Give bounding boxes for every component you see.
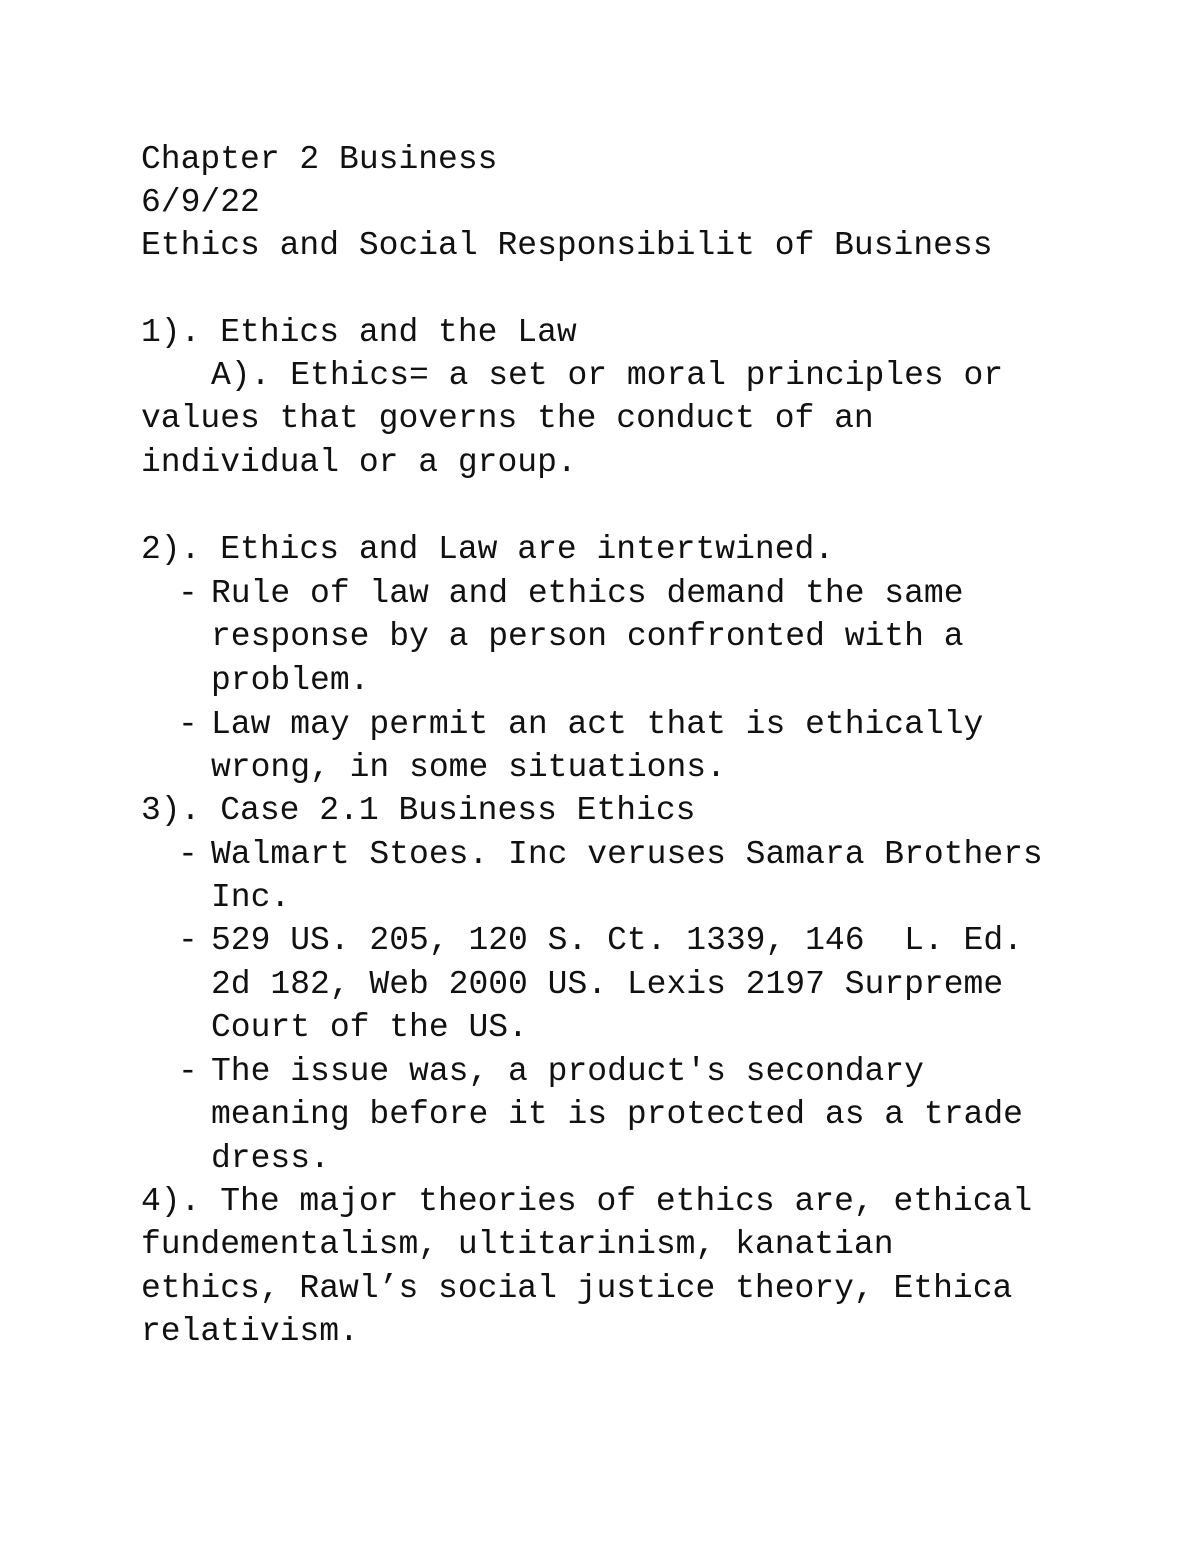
section-3-bullet-2-line: 2d 182, Web 2000 US. Lexis 2197 Surpreme (211, 966, 1004, 1003)
bullet-dash: - (178, 922, 198, 959)
section-2-bullet-2-line: Law may permit an act that is ethically (211, 706, 984, 743)
bullet-dash: - (178, 706, 198, 743)
section-3-bullet-2-line: Court of the US. (211, 1009, 528, 1046)
section-4-line: fundementalism, ultitarinism, kanatian (141, 1226, 894, 1263)
section-3-bullet-3-line: dress. (211, 1140, 330, 1177)
section-2-bullet-1-line: response by a person confronted with a (211, 618, 964, 655)
section-2-bullet-2-line: wrong, in some situations. (211, 749, 726, 786)
section-3-bullet-1-line: Inc. (211, 879, 291, 916)
document-date: 6/9/22 (141, 184, 260, 221)
section-1-definition-line: A). Ethics= a set or moral principles or (211, 357, 1004, 394)
section-3-heading: 3). Case 2.1 Business Ethics (141, 792, 696, 829)
section-3-bullet-3-line: meaning before it is protected as a trade (211, 1096, 1023, 1133)
section-2-bullet-1-line: Rule of law and ethics demand the same (211, 575, 964, 612)
section-2-heading: 2). Ethics and Law are intertwined. (141, 531, 835, 568)
section-3-bullet-2-line: 529 US. 205, 120 S. Ct. 1339, 146 L. Ed. (211, 922, 1023, 959)
bullet-dash: - (178, 836, 198, 873)
section-4-line: ethics, Rawl’s social justice theory, Ethica (141, 1270, 1013, 1307)
bullet-dash: - (178, 575, 198, 612)
section-2-bullet-1-line: problem. (211, 662, 370, 699)
section-4-line: 4). The major theories of ethics are, ethical (141, 1183, 1033, 1220)
section-1-heading: 1). Ethics and the Law (141, 314, 577, 351)
section-3-bullet-3-line: The issue was, a product's secondary (211, 1053, 924, 1090)
section-1-definition-line: individual or a group. (141, 444, 577, 481)
document-title: Chapter 2 Business (141, 141, 498, 178)
section-4-line: relativism. (141, 1313, 359, 1350)
bullet-dash: - (178, 1053, 198, 1090)
section-1-definition-line: values that governs the conduct of an (141, 400, 874, 437)
document-subtitle: Ethics and Social Responsibilit of Business (141, 227, 993, 264)
section-3-bullet-1-line: Walmart Stoes. Inc veruses Samara Brothers (211, 836, 1043, 873)
